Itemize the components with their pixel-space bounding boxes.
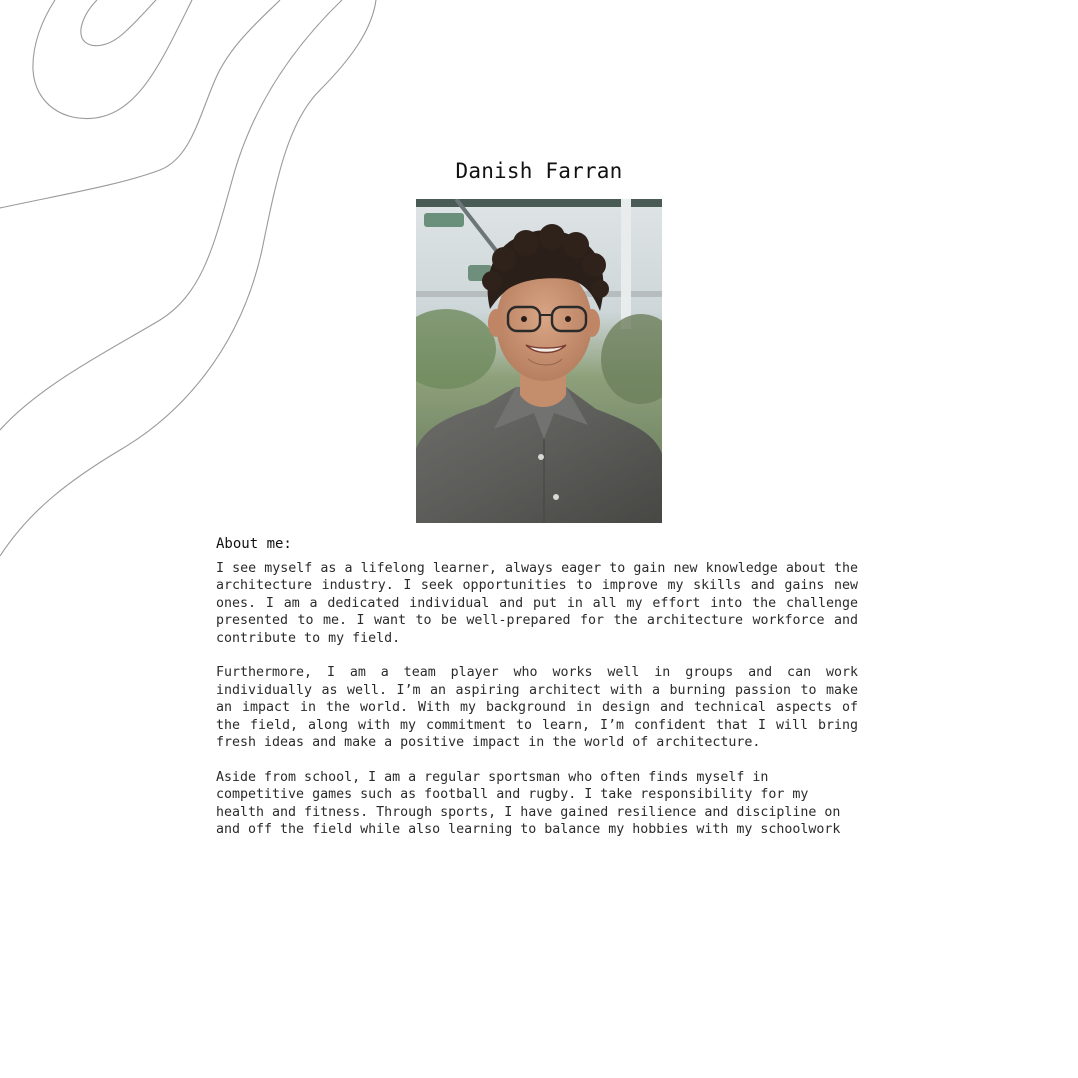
about-section xyxy=(216,536,858,856)
about-heading: About me: xyxy=(216,536,292,552)
about-paragraph-3: Aside from school, I am a regular sportsman who often finds myself in competitive games such as football and rugby. I take responsibility for my health and fitness. Through sports, I have gained resilience and discipline on and off the field while also learning to balance my hobbies with my schoolwork xyxy=(216,769,841,838)
about-paragraph-1: I see myself as a lifelong learner, always eager to gain new knowledge about the architecture industry. I seek opportunities to improve my skills and gains new ones. I am a dedicated individual and put in all my effort into the challenge presented to me. I want to be well-prepared for the architecture workforce and contribute to my field. xyxy=(216,561,858,646)
page-title: Danish Farran xyxy=(455,159,623,183)
about-paragraph-2: Furthermore, I am a team player who works well in groups and can work individually as well. I’m an aspiring architect with a burning passion to make an impact in the world. With my background in design and technical aspects of the field, along with my commitment to learn, I’m confident that I will bring fresh ideas and make a positive impact in the world of architecture. xyxy=(216,665,858,751)
portrait-photo xyxy=(416,199,662,523)
